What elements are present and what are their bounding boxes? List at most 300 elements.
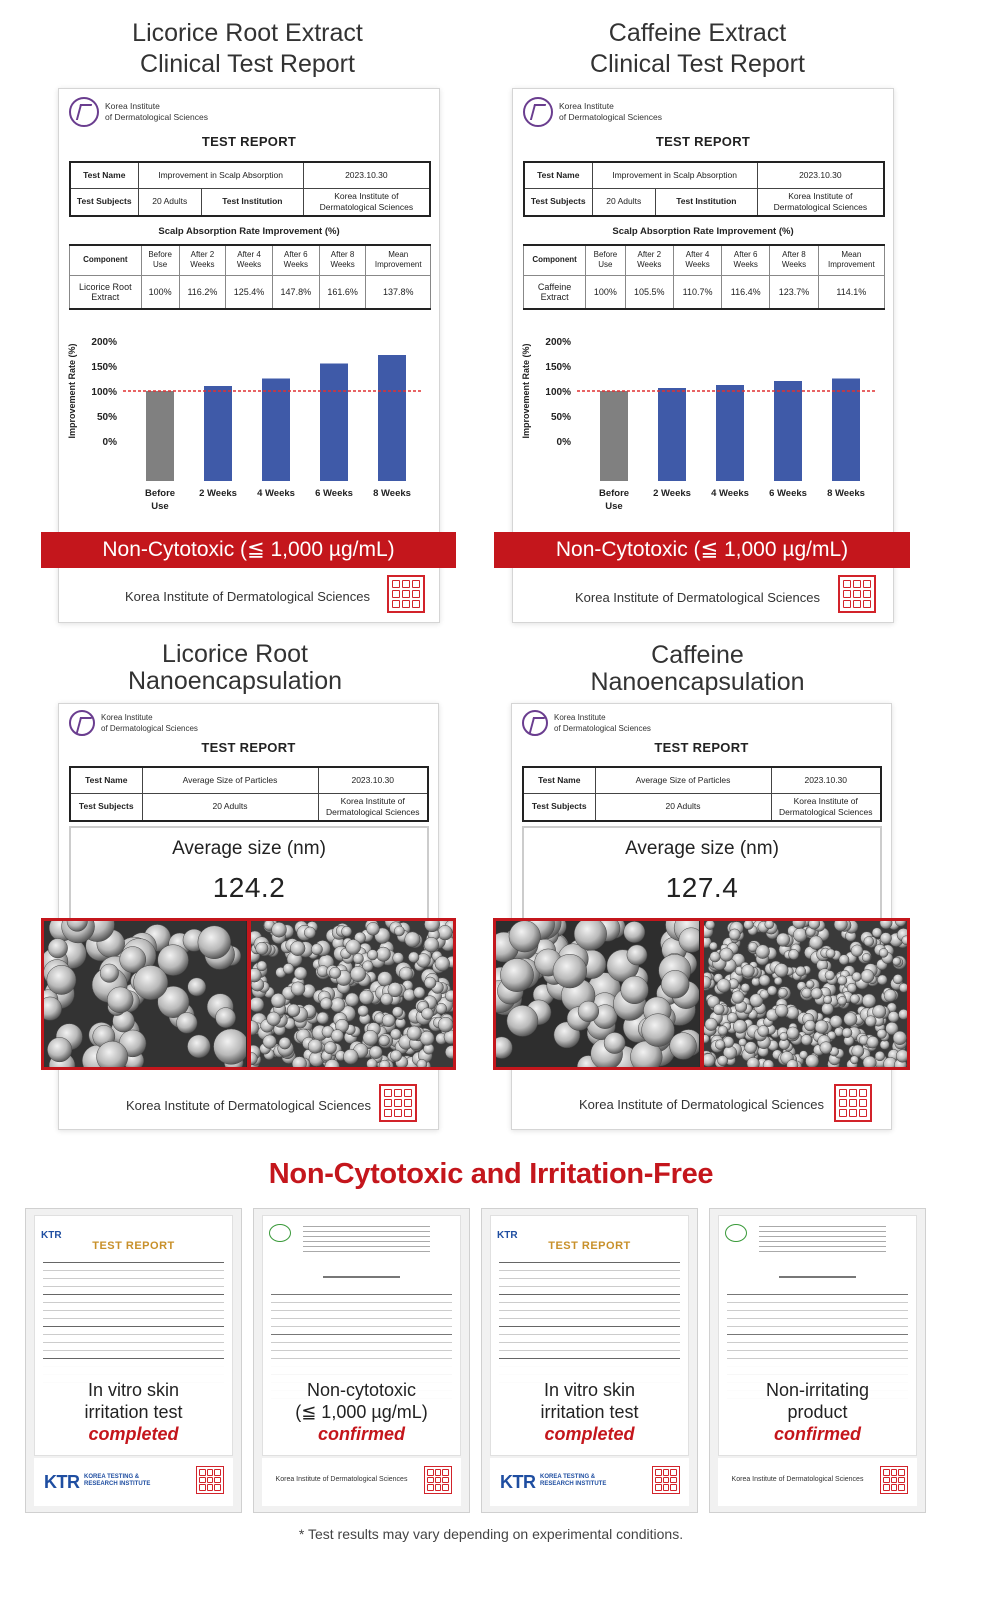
particle [574, 921, 607, 950]
particle [47, 1037, 71, 1061]
test-subjects-value: 20 Adults [592, 188, 655, 216]
doc-line [727, 1318, 908, 1319]
institution-value [771, 793, 881, 821]
particle [387, 982, 402, 997]
label-test-name: Test Name [70, 767, 142, 793]
y-tick-label: 200% [91, 337, 117, 348]
caption-emphasis: confirmed [773, 1424, 861, 1444]
particle [829, 1015, 841, 1027]
particle [604, 1032, 625, 1053]
particle [345, 939, 360, 954]
doc-line [499, 1310, 680, 1311]
doc-line [43, 1358, 224, 1359]
particle [862, 1056, 875, 1067]
certificate-caption [482, 1379, 697, 1445]
non-cytotoxic-banner: Non-Cytotoxic (≦ 1,000 µg/mL) [494, 532, 910, 568]
particle [100, 964, 118, 982]
sem-image-large-particles [496, 921, 700, 1067]
particle [821, 1003, 833, 1015]
rates-table [523, 244, 885, 310]
doc-line [303, 1236, 430, 1237]
institute-logo [69, 710, 198, 736]
sem-image-large-particles [44, 921, 247, 1067]
value-cell: 125.4% [226, 275, 273, 309]
particle [805, 980, 813, 988]
institution-line: Dermatological Sciences [319, 201, 414, 212]
test-name-value: Average Size of Particles [595, 767, 771, 793]
certificate-footer [262, 1458, 461, 1506]
doc-line [759, 1226, 886, 1227]
particle [892, 957, 900, 965]
particle [399, 967, 412, 980]
doc-line [499, 1350, 680, 1351]
particle [825, 949, 834, 958]
doc-line [727, 1350, 908, 1351]
particle [578, 1001, 599, 1022]
particle [709, 952, 720, 963]
header-cell: After 8 Weeks [319, 245, 366, 275]
ktr-logo: KTR [44, 1472, 80, 1492]
test-date: 2023.10.30 [318, 767, 428, 793]
particle [837, 976, 846, 985]
particle [424, 977, 436, 989]
doc-line [43, 1310, 224, 1311]
particle [851, 972, 860, 981]
caffeine-nano-title [520, 642, 875, 696]
chart-bar [204, 386, 232, 481]
particle [863, 937, 873, 947]
rates-table-title: Scalp Absorption Rate Improvement (%) [158, 226, 340, 237]
particle [357, 1005, 368, 1016]
particle [744, 1042, 756, 1054]
particle [304, 927, 315, 938]
particle [865, 1016, 876, 1027]
doc-line [43, 1262, 224, 1263]
particle [896, 1050, 907, 1063]
particle [390, 1050, 401, 1061]
particle [850, 994, 860, 1004]
institution-line: Korea Institute of [334, 190, 399, 201]
sem-image-small-particles [704, 921, 908, 1067]
doc-line [43, 1342, 224, 1343]
particle [793, 928, 807, 942]
particle [799, 1051, 807, 1059]
footer-institute: Korea Institute of Dermatological Sciences [579, 1097, 824, 1112]
x-tick-label: 6 Weeks [315, 488, 353, 499]
label-test-subjects: Test Subjects [70, 188, 138, 216]
particle [369, 1046, 382, 1059]
particle [850, 1056, 858, 1064]
ktr-sub-line: RESEARCH INSTITUTE [84, 1481, 151, 1487]
caption-line: irritation test [84, 1402, 183, 1422]
particle [758, 975, 769, 986]
particle [438, 1017, 453, 1032]
doc-line [727, 1294, 908, 1295]
certificate-card [253, 1208, 470, 1513]
particle [731, 991, 744, 1004]
header-cell: After 4 Weeks [226, 245, 273, 275]
title-line: Licorice Root Extract [132, 19, 363, 47]
particle [437, 925, 452, 940]
value-cell: 161.6% [319, 275, 366, 309]
particle [804, 1020, 815, 1031]
logo-text-line: of Dermatological Sciences [559, 112, 662, 122]
institution-line: Dermatological Sciences [773, 201, 868, 212]
caption-line: Non-cytotoxic [306, 1380, 417, 1400]
particle [107, 987, 133, 1013]
header-cell: After 2 Weeks [179, 245, 225, 275]
particle [366, 1059, 377, 1067]
title-line: Clinical Test Report [590, 50, 805, 78]
particle [329, 967, 340, 978]
particle [704, 1054, 715, 1067]
y-tick-label: 50% [550, 412, 571, 423]
particle [715, 1040, 725, 1050]
particle [176, 1012, 197, 1033]
ktr-logo-subtitle [84, 1474, 150, 1488]
particle [424, 937, 439, 952]
particle [187, 1035, 210, 1058]
particle [214, 1029, 246, 1064]
doc-line [727, 1358, 908, 1359]
particle [624, 921, 645, 942]
particle [788, 949, 798, 959]
x-tick-label-line: Before [144, 488, 176, 499]
red-seal-stamp [424, 1466, 452, 1494]
particle [642, 1014, 675, 1047]
doc-line [271, 1302, 452, 1303]
institution-value [303, 188, 430, 216]
chart-bar [774, 381, 802, 481]
particle [713, 1004, 724, 1015]
particle [879, 1040, 889, 1050]
doc-line [727, 1302, 908, 1303]
report-heading: TEST REPORT [654, 740, 749, 755]
institute-emblem-icon [522, 710, 548, 736]
institution-line: Korea Institute of [793, 795, 858, 806]
header-cell: Component [524, 245, 586, 275]
report-heading: TEST REPORT [201, 134, 297, 149]
doc-line [303, 1231, 430, 1232]
institution-line: Korea Institute of [788, 190, 853, 201]
rates-table [69, 244, 431, 310]
value-cell: 116.2% [179, 275, 225, 309]
non-cytotoxic-banner: Non-Cytotoxic (≦ 1,000 µg/mL) [41, 532, 456, 568]
particle [767, 986, 777, 996]
particle [837, 996, 846, 1005]
particle [47, 965, 76, 994]
ktr-logo-subtitle [540, 1474, 606, 1488]
particle [704, 1018, 717, 1031]
y-tick-label: 150% [545, 362, 571, 373]
particle [330, 998, 344, 1012]
particle [378, 1035, 389, 1046]
particle [740, 983, 749, 992]
x-tick-label: 4 Weeks [711, 488, 749, 499]
particle [851, 1045, 863, 1057]
particle [709, 942, 717, 950]
footer-institute: Korea Institute of Dermatological Sciences [126, 1098, 371, 1113]
doc-line [271, 1310, 452, 1311]
title-line: Licorice Root [162, 640, 308, 668]
particle [621, 976, 649, 1004]
footer-institute: Korea Institute of Dermatological Sciences [275, 1476, 408, 1483]
particle [775, 1004, 788, 1017]
label-test-institution: Test Institution [201, 188, 303, 216]
particle [345, 993, 359, 1007]
doc-line [271, 1294, 452, 1295]
chart-bar [146, 391, 174, 481]
safety-section-title: Non-Cytotoxic and Irritation-Free [268, 1158, 714, 1190]
institute-emblem-icon [69, 710, 95, 736]
particle [251, 997, 264, 1012]
particle [847, 983, 857, 993]
doc-line [43, 1294, 224, 1295]
particle [842, 1028, 852, 1038]
doc-line [271, 1342, 452, 1343]
header-cell: Component [70, 245, 142, 275]
y-tick-label: 100% [545, 387, 571, 398]
particle [814, 1020, 827, 1033]
particle [801, 988, 811, 998]
doc-line [499, 1342, 680, 1343]
y-tick-label: 50% [96, 412, 117, 423]
particle [899, 983, 907, 992]
kids-logo-icon [269, 1224, 291, 1242]
ktr-sub-line: KOREA TESTING & [540, 1474, 596, 1480]
x-tick-label: 2 Weeks [199, 488, 237, 499]
doc-line [499, 1278, 680, 1279]
institution-value [318, 793, 428, 821]
title-line: Caffeine Extract [608, 19, 787, 47]
test-date: 2023.10.30 [771, 767, 881, 793]
doc-line [499, 1334, 680, 1335]
ktr-sub-line: KOREA TESTING & [84, 1474, 140, 1480]
particle [553, 954, 587, 988]
particle [362, 1030, 377, 1045]
particle [862, 994, 876, 1008]
value-cell: 123.7% [770, 275, 818, 309]
logo-text-line: Korea Institute [101, 713, 153, 722]
average-size-box [522, 826, 882, 920]
certificate-footer [718, 1458, 917, 1506]
particle [705, 921, 715, 930]
particle [382, 1014, 395, 1027]
average-size-value: 127.4 [665, 872, 739, 903]
x-tick-label: 2 Weeks [653, 488, 691, 499]
particle [290, 941, 305, 956]
particle [324, 1042, 336, 1054]
particle [331, 1029, 344, 1042]
y-axis-title: Improvement Rate (%) [521, 343, 531, 439]
doc-line [727, 1334, 908, 1335]
test-subjects-value: 20 Adults [595, 793, 771, 821]
caption-line: product [787, 1402, 848, 1422]
ktr-logo: KTR [500, 1472, 536, 1492]
label-test-name: Test Name [70, 162, 138, 188]
licorice-nano-title [60, 641, 410, 695]
particle [716, 979, 730, 993]
particle [819, 1042, 831, 1054]
average-size-box [69, 826, 429, 920]
institute-logo [523, 97, 662, 127]
caption-line: (≦ 1,000 µg/mL) [295, 1402, 428, 1422]
particle [893, 974, 903, 984]
particle [898, 1009, 907, 1019]
certificate-caption [26, 1379, 241, 1445]
particle [661, 970, 689, 998]
logo-text-line: Korea Institute [105, 101, 160, 111]
label-test-subjects: Test Subjects [70, 793, 142, 821]
particle [359, 990, 374, 1005]
test-subjects-value: 20 Adults [138, 188, 201, 216]
x-tick-label [145, 488, 175, 512]
particle [810, 988, 821, 999]
licorice-clinical-title [60, 18, 435, 80]
particle [406, 1026, 421, 1041]
value-cell: 137.8% [366, 275, 431, 309]
particle [774, 977, 782, 985]
title-line: Nanoencapsulation [590, 668, 805, 696]
particle [287, 1004, 300, 1017]
particle [866, 1036, 878, 1048]
rates-table-title: Scalp Absorption Rate Improvement (%) [612, 226, 794, 237]
particle [435, 1003, 446, 1014]
doc-title: TEST REPORT [548, 1240, 631, 1252]
x-tick-label [599, 488, 629, 512]
logo-text-line: of Dermatological Sciences [105, 112, 208, 122]
doc-line [43, 1334, 224, 1335]
ktr-mini-logo: KTR [497, 1230, 518, 1241]
particle [341, 926, 351, 936]
certificate-card [709, 1208, 926, 1513]
doc-title-line [323, 1276, 400, 1278]
doc-line [43, 1270, 224, 1271]
x-tick-label-line: Before [598, 488, 630, 499]
doc-line [499, 1286, 680, 1287]
particle [403, 989, 415, 1001]
certificate-card [481, 1208, 698, 1513]
red-seal-stamp [387, 575, 425, 613]
particle [717, 1026, 727, 1036]
particle [778, 988, 787, 997]
doc-line [759, 1241, 886, 1242]
caption-line: Non-irritating [765, 1380, 870, 1400]
certificate-footer [34, 1458, 233, 1506]
particle [888, 1011, 899, 1022]
test-name-value: Average Size of Particles [142, 767, 318, 793]
value-cell: 100% [586, 275, 625, 309]
particle [413, 987, 424, 998]
particle [377, 972, 392, 987]
chart-bar [320, 364, 348, 482]
doc-line [499, 1318, 680, 1319]
doc-line [759, 1236, 886, 1237]
particle [262, 1035, 276, 1049]
particle [824, 970, 834, 980]
particle [350, 966, 365, 981]
particle [421, 1008, 433, 1020]
certificate-footer [490, 1458, 689, 1506]
label-test-name: Test Name [524, 162, 592, 188]
kids-logo-icon [725, 1224, 747, 1242]
chart-bar [658, 388, 686, 481]
logo-text-line: of Dermatological Sciences [101, 724, 198, 733]
particle [801, 1035, 812, 1046]
average-size-label: Average size (nm) [625, 838, 779, 859]
particle [392, 1007, 403, 1018]
particle [408, 952, 419, 963]
particle [434, 956, 449, 971]
test-date: 2023.10.30 [303, 162, 430, 188]
doc-line [303, 1246, 430, 1247]
particle [670, 1033, 697, 1060]
doc-line [43, 1350, 224, 1351]
y-tick-label: 100% [91, 387, 117, 398]
doc-line [759, 1246, 886, 1247]
chart-bar [600, 391, 628, 481]
x-tick-label: 6 Weeks [769, 488, 807, 499]
header-cell: After 6 Weeks [272, 245, 319, 275]
particle [316, 1012, 328, 1024]
doc-line [43, 1302, 224, 1303]
particle [283, 963, 294, 974]
particle [255, 942, 267, 954]
doc-line [271, 1318, 452, 1319]
y-tick-label: 0% [556, 437, 571, 448]
value-cell: 114.1% [818, 275, 884, 309]
caption-emphasis: completed [88, 1424, 179, 1444]
particle [755, 945, 769, 959]
logo-text-line: of Dermatological Sciences [554, 724, 651, 733]
label-test-subjects: Test Subjects [523, 793, 595, 821]
certificate-card [25, 1208, 242, 1513]
particle [266, 1012, 280, 1026]
label-test-institution: Test Institution [655, 188, 757, 216]
licorice-bar-chart [65, 321, 431, 522]
y-axis-title: Improvement Rate (%) [67, 343, 77, 439]
doc-line [303, 1226, 430, 1227]
particle [311, 944, 322, 955]
caption-line: irritation test [540, 1402, 639, 1422]
caffeine-sem-images [493, 918, 910, 1070]
particle [392, 952, 403, 963]
header-cell: After 2 Weeks [625, 245, 673, 275]
particle [851, 945, 863, 957]
header-cell: After 6 Weeks [722, 245, 770, 275]
doc-line [303, 1251, 430, 1252]
doc-line [499, 1302, 680, 1303]
institute-logo [522, 710, 651, 736]
x-tick-label: 8 Weeks [827, 488, 865, 499]
test-name-value: Improvement in Scalp Absorption [592, 162, 757, 188]
red-seal-stamp [196, 1466, 224, 1494]
doc-line [499, 1294, 680, 1295]
ktr-sub-line: RESEARCH INSTITUTE [540, 1481, 607, 1487]
particle [308, 1039, 322, 1053]
particle [270, 993, 285, 1008]
ktr-mini-logo: KTR [41, 1230, 62, 1241]
particle [719, 948, 733, 962]
test-name-value: Improvement in Scalp Absorption [138, 162, 303, 188]
disclaimer-note: * Test results may vary depending on experimental conditions. [298, 1526, 684, 1542]
caption-line: In vitro skin [87, 1380, 180, 1400]
doc-line [271, 1334, 452, 1335]
particle [877, 975, 887, 985]
doc-title: TEST REPORT [92, 1240, 175, 1252]
red-seal-stamp [880, 1466, 908, 1494]
doc-line [43, 1318, 224, 1319]
